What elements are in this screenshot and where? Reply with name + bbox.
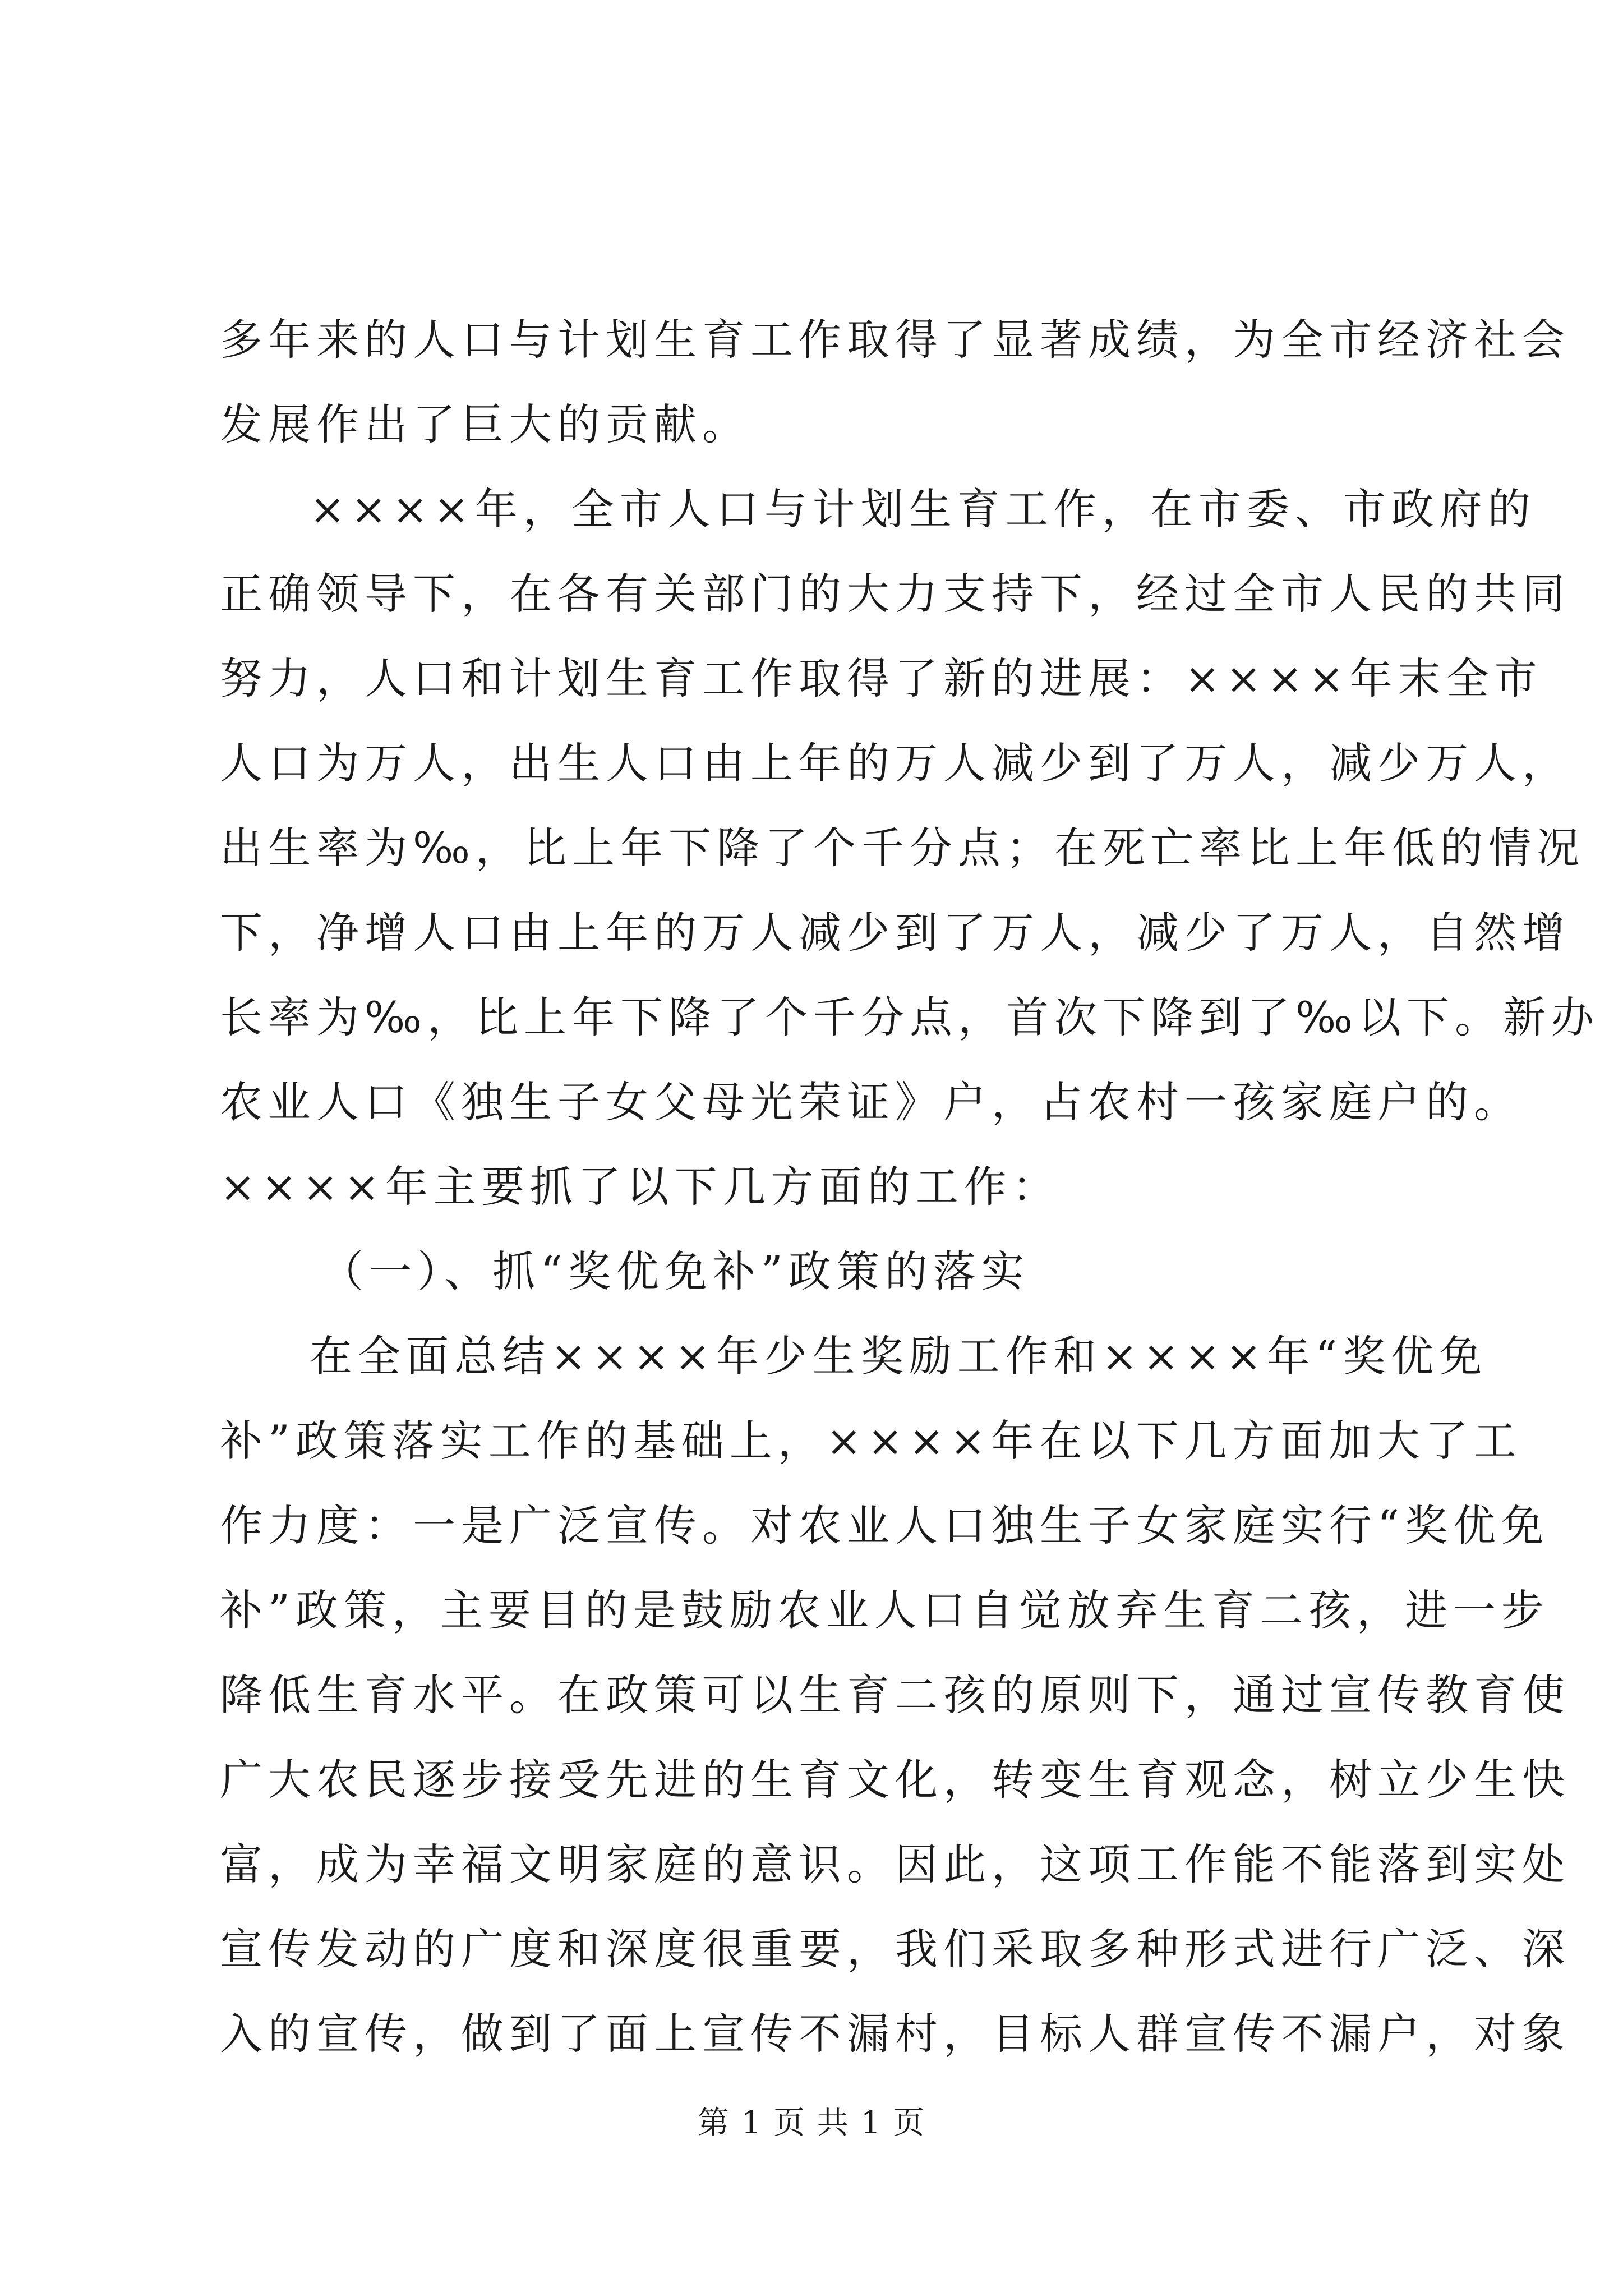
paragraph-start-line: 在全面总结××××年少生奖励工作和××××年“奖优免 [310, 1331, 1488, 1381]
text-line: 努力，人口和计划生育工作取得了新的进展：××××年末全市 [220, 654, 1543, 703]
text-line: 下，净增人口由上年的万人减少到了万人，减少了万人，自然增 [220, 908, 1570, 958]
text-line: 补”政策，主要目的是鼓励农业人口自觉放弃生育二孩，进一步 [220, 1585, 1550, 1635]
text-line: 广大农民逐步接受先进的生育文化，转变生育观念，树立少生快 [220, 1755, 1570, 1805]
text-line: 富，成为幸福文明家庭的意识。因此，这项工作能不能落到实处 [220, 1839, 1570, 1889]
text-line: 正确领导下，在各有关部门的大力支持下，经过全市人民的共同 [220, 569, 1570, 619]
paragraph-start-line: ××××年，全市人口与计划生育工作，在市委、市政府的 [310, 484, 1536, 534]
text-line: 入的宣传，做到了面上宣传不漏村，目标人群宣传不漏户，对象 [220, 2009, 1570, 2059]
text-line: 降低生育水平。在政策可以生育二孩的原则下，通过宣传教育使 [220, 1670, 1570, 1720]
text-line: ××××年主要抓了以下几方面的工作： [220, 1162, 1061, 1212]
text-line: 发展作出了巨大的贡献。 [220, 399, 750, 449]
text-line: 人口为万人，出生人口由上年的万人减少到了万人，减少万人， [220, 738, 1570, 788]
text-line: 长率为‰，比上年下降了个千分点，首次下降到了‰以下。新办 [220, 992, 1599, 1042]
page-number-footer: 第 1 页 共 1 页 [697, 2105, 926, 2141]
section-heading: （一）、抓“奖优免补”政策的落实 [321, 1246, 1030, 1296]
document-body [220, 297, 1599, 2076]
text-line: 宣传发动的广度和深度很重要，我们采取多种形式进行广泛、深 [220, 1924, 1570, 1974]
text-line: 补”政策落实工作的基础上，××××年在以下几方面加大了工 [220, 1416, 1522, 1466]
text-line: 农业人口《独生子女父母光荣证》户，占农村一孩家庭户的。 [220, 1077, 1522, 1127]
text-line: 作力度：一是广泛宣传。对农业人口独生子女家庭实行“奖优免 [220, 1501, 1550, 1550]
text-line: 多年来的人口与计划生育工作取得了显著成绩，为全市经济社会 [220, 315, 1570, 365]
text-line: 出生率为‰，比上年下降了个千分点；在死亡率比上年低的情况 [220, 823, 1585, 873]
